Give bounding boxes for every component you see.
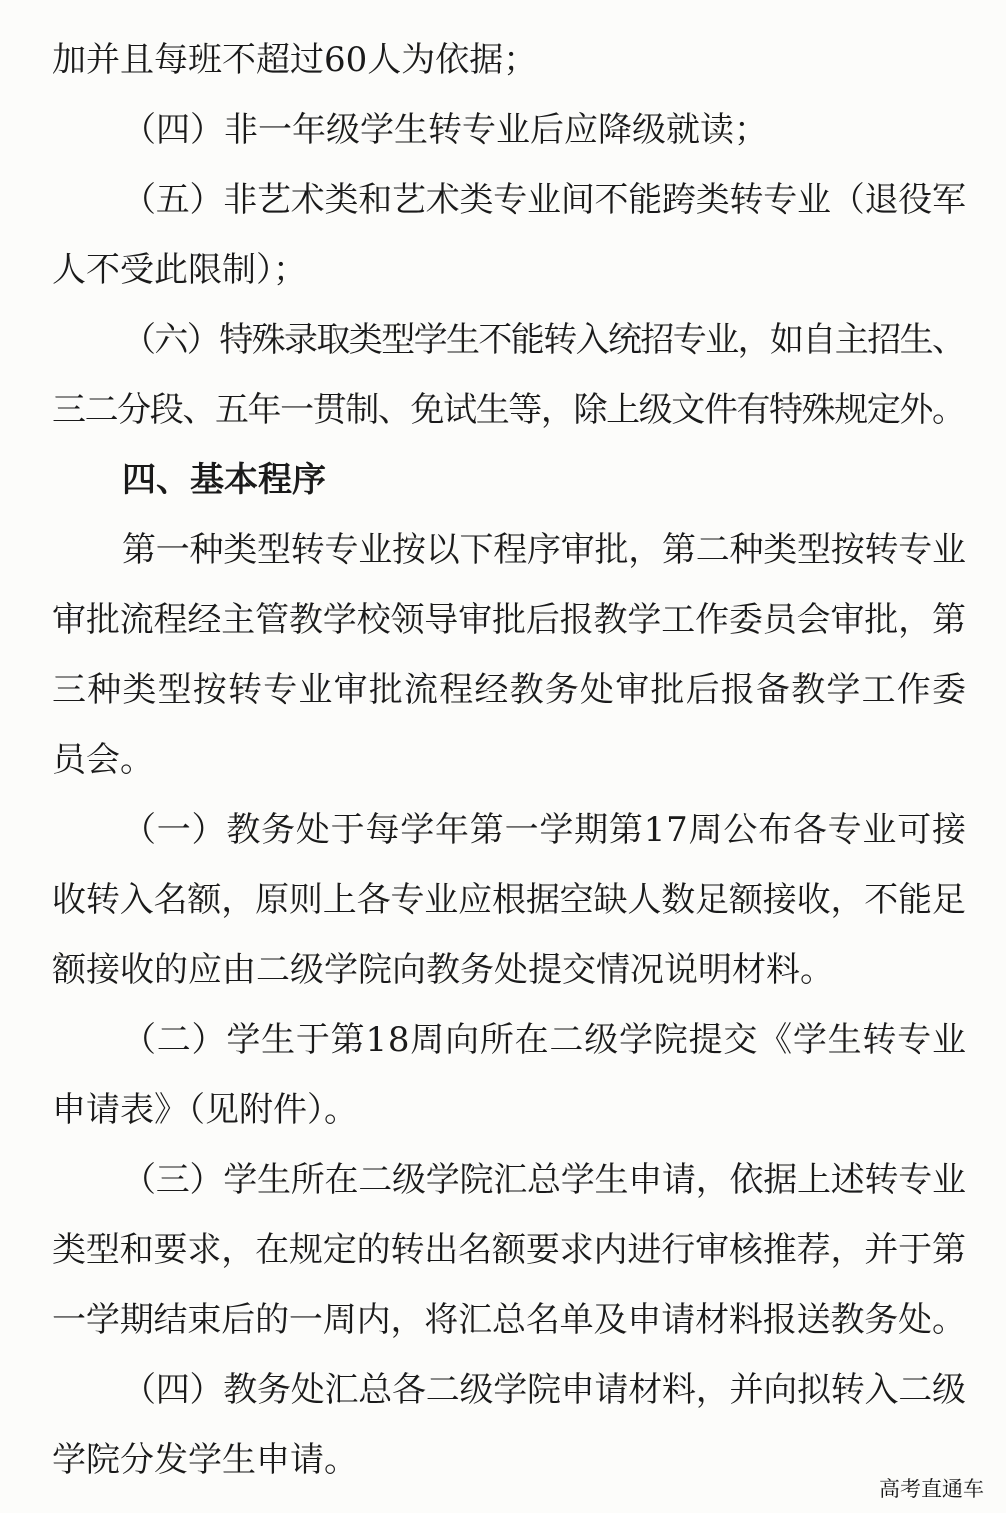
section-heading [0, 447, 1006, 513]
text-line [0, 1427, 1006, 1493]
line-text: 审批流程经主管教学校领导审批后报教学工作委员会审批，第 [52, 600, 966, 640]
text-line [0, 1217, 1006, 1283]
line-text: 三种类型按转专业审批流程经教务处审批后报备教学工作委 [52, 670, 968, 710]
line-text: （二）学生于第18周向所在二级学院提交《学生转专业 [122, 1020, 967, 1060]
text-line [0, 867, 1006, 933]
text-line [0, 167, 1006, 233]
text-line [0, 1007, 1006, 1073]
line-text: （六）特殊录取类型学生不能转入统招专业，如自主招生、 [122, 320, 965, 360]
text-line [0, 1357, 1006, 1423]
line-text: （四）教务处汇总各二级学院申请材料，并向拟转入二级 [122, 1370, 966, 1410]
text-line [0, 727, 1006, 793]
text-line [0, 27, 1006, 93]
line-text: （四）非一年级学生转专业后应降级就读； [122, 110, 768, 150]
line-text: （五）非艺术类和艺术类专业间不能跨类转专业（退役军 [122, 180, 966, 220]
line-text: （三）学生所在二级学院汇总学生申请，依据上述转专业 [122, 1160, 966, 1200]
line-text: 额接收的应由二级学院向教务处提交情况说明材料。 [52, 950, 834, 990]
text-line [0, 97, 1006, 163]
line-text: 一学期结束后的一周内，将汇总名单及申请材料报送教务处。 [52, 1300, 966, 1340]
line-text: 三二分段、五年一贯制、免试生等，除上级文件有特殊规定外。 [52, 390, 965, 430]
line-text: 类型和要求，在规定的转出名额要求内进行审核推荐，并于第 [52, 1230, 966, 1270]
line-text: 申请表》（见附件）。 [52, 1090, 358, 1130]
text-line [0, 377, 1006, 443]
text-line [0, 797, 1006, 863]
text-line [0, 587, 1006, 653]
text-line [0, 937, 1006, 1003]
line-text: 学院分发学生申请。 [52, 1440, 358, 1480]
line-text: 人不受此限制）； [52, 250, 307, 290]
text-line [0, 237, 1006, 303]
watermark-label: 高考直通车 [879, 1477, 984, 1501]
line-text: 收转入名额，原则上各专业应根据空缺人数足额接收，不能足 [52, 880, 966, 920]
text-line [0, 1077, 1006, 1143]
text-line [0, 1147, 1006, 1213]
heading-text: 四、基本程序 [122, 460, 326, 500]
text-line [0, 1287, 1006, 1353]
text-line [0, 517, 1006, 583]
line-text: 第一种类型转专业按以下程序审批，第二种类型按转专业 [122, 530, 966, 570]
text-line [0, 307, 1006, 373]
line-text: （一）教务处于每学年第一学期第17周公布各专业可接 [122, 810, 967, 850]
line-text: 员会。 [52, 740, 154, 780]
text-line [0, 657, 1006, 723]
line-text: 加并且每班不超过60人为依据； [52, 40, 538, 80]
